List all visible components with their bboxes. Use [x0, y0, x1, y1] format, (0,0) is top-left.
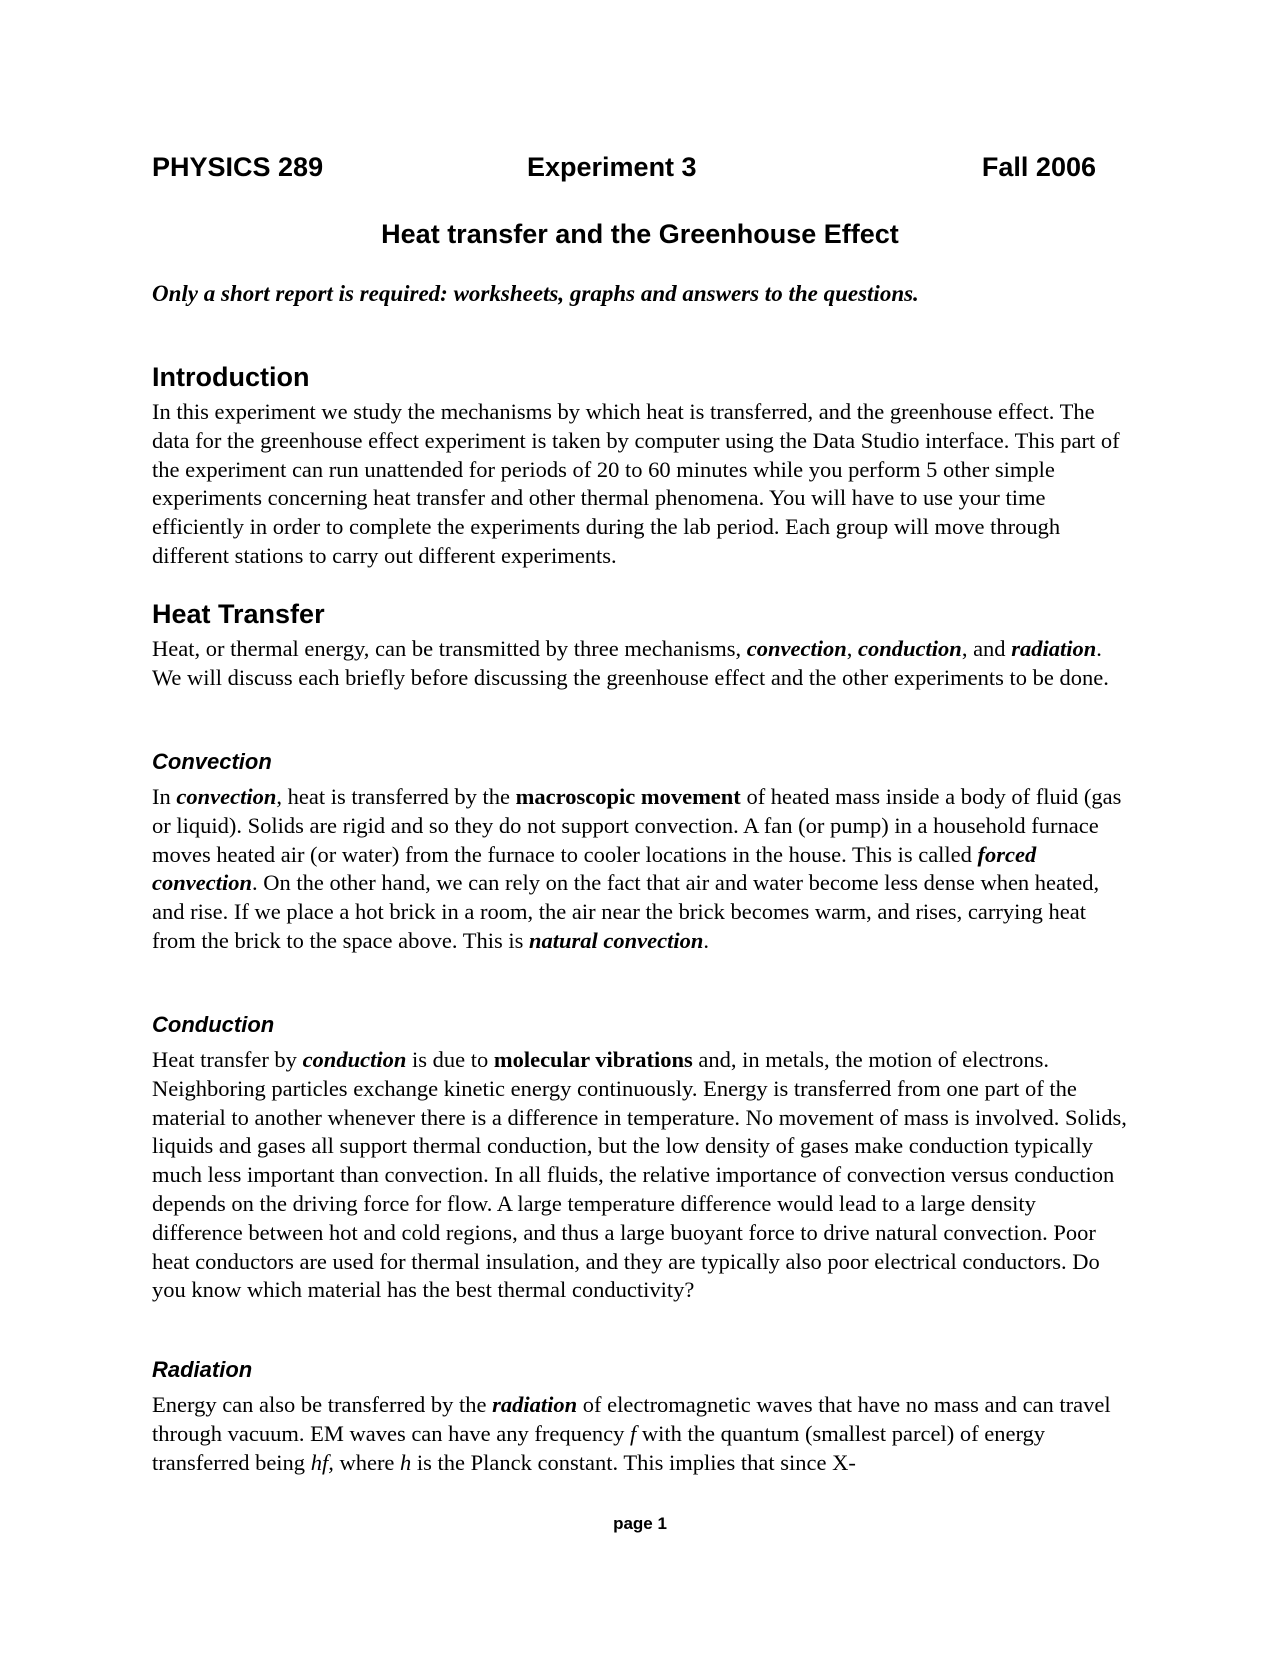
- radiation-heading: Radiation: [152, 1357, 253, 1382]
- text-run: , heat is transferred by the: [276, 784, 516, 809]
- term-macroscopic-movement: macroscopic movement: [515, 784, 741, 809]
- term-convection: convection: [746, 636, 847, 661]
- page-header: [152, 150, 1096, 184]
- text-run: .: [703, 927, 710, 953]
- term-natural-convection: natural convection: [529, 927, 704, 953]
- heat-transfer-paragraph: [152, 635, 1132, 693]
- course-label: PHYSICS 289: [152, 152, 324, 182]
- text-run: is the Planck constant. This implies that since X-: [411, 1449, 856, 1475]
- report-requirement-note: Only a short report is required: worksheets, graphs and answers to the questions.: [152, 281, 919, 306]
- introduction-section: [152, 360, 1132, 571]
- text-run: Energy can also be transferred by the: [152, 1392, 493, 1417]
- term-radiation: radiation: [492, 1392, 578, 1417]
- text-run: and, in metals, the motion of electrons. Neighboring particles exchange kinetic energy continuously. Energy is transferred from one part of the material to another whenever there is a difference in temperature. No movement of mass is involved. Solids, liquids and gases all support thermal conduction, but the low density of gases make conduction typically much less important than convection. In all fluids, the relative importance of convection versus conduction depends on the driving force for flow. A large temperature difference would lead to a large density difference between hot and cold regions, and thus a large buoyant force to drive natural convection. Poor heat conductors are used for thermal insulation, and they are typically also poor electrical conductors. Do you know which material has the best thermal conductivity?: [152, 1047, 1127, 1303]
- variable-f: f: [629, 1420, 637, 1446]
- convection-heading: Convection: [152, 749, 272, 774]
- heat-transfer-heading: Heat Transfer: [152, 599, 325, 629]
- term-label: Fall 2006: [981, 152, 1096, 182]
- introduction-paragraph: In this experiment we study the mechanisms by which heat is transferred, and the greenhouse effect. The data for the greenhouse effect experiment is taken by computer using the Data Studio interface. This part of the experiment can run unattended for periods of 20 to 60 minutes while you perform 5 other simple experiments concerning heat transfer and other thermal phenomena. You will have to use your time efficiently in order to complete the experiments during the lab period. Each group will move through different stations to carry out different experiments.: [152, 399, 1120, 568]
- text-run: is due to: [406, 1047, 494, 1072]
- term-radiation: radiation: [1011, 636, 1097, 661]
- term-molecular-vibrations: molecular vibrations: [493, 1047, 693, 1072]
- convection-paragraph: [152, 783, 1132, 956]
- page-number: page 1: [613, 1514, 667, 1533]
- variable-h: h: [400, 1449, 412, 1475]
- document-title: Heat transfer and the Greenhouse Effect: [381, 219, 899, 249]
- heat-transfer-section: [152, 597, 1132, 693]
- text-run: . On the other hand, we can rely on the fact that air and water become less dense when heated, and rise. If we place a hot brick in a room, the air near the brick becomes warm, and rises, carrying heat from the brick to the space above. This is: [152, 870, 1100, 953]
- variable-hf: hf,: [310, 1449, 334, 1475]
- introduction-heading: Introduction: [152, 362, 310, 392]
- text-run: Heat, or thermal energy, can be transmitted by three mechanisms,: [152, 636, 747, 661]
- convection-section: [152, 747, 1132, 956]
- term-convection: convection: [176, 784, 277, 809]
- text-run: . We will discuss each briefly before discussing the greenhouse effect and the other experiments to be done.: [152, 636, 1109, 690]
- conduction-paragraph: [152, 1046, 1132, 1305]
- term-forced-convection: forced convection: [152, 841, 1037, 896]
- conduction-heading: Conduction: [152, 1012, 275, 1037]
- radiation-section: [152, 1355, 1132, 1477]
- text-run: In: [152, 784, 177, 809]
- term-conduction: conduction: [302, 1047, 407, 1072]
- text-run: where: [333, 1449, 401, 1475]
- text-run: ,: [846, 636, 859, 661]
- text-run: , and: [961, 636, 1012, 661]
- conduction-section: [152, 1010, 1132, 1305]
- text-run: of heated mass inside a body of fluid (gas or liquid). Solids are rigid and so they do not support convection. A fan (or pump) in a household furnace moves heated air (or water) from the furnace to cooler locations in the house. This is called: [152, 784, 1122, 867]
- text-run: with the quantum (smallest parcel) of energy transferred being: [152, 1420, 1046, 1475]
- text-run: Heat transfer by: [152, 1047, 303, 1072]
- radiation-paragraph: [152, 1391, 1132, 1477]
- experiment-label: Experiment 3: [527, 152, 697, 182]
- text-run: of electromagnetic waves that have no mass and can travel through vacuum. EM waves can have any frequency: [152, 1392, 1111, 1446]
- term-conduction: conduction: [858, 636, 962, 661]
